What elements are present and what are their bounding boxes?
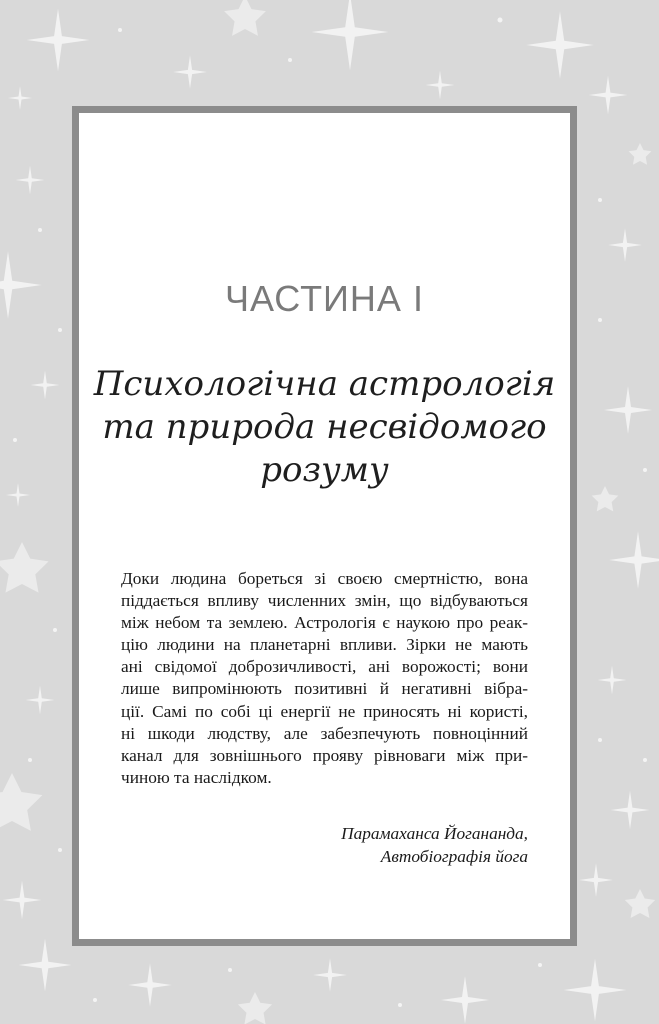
epigraph-quote [121, 568, 528, 789]
sparkle-icon [608, 228, 642, 262]
chapter-title [79, 363, 570, 492]
star-icon [0, 542, 49, 593]
epigraph-line: між небом та землею. Астрологія є наукою про реак- [121, 613, 528, 633]
sparkle-icon [441, 976, 489, 1024]
sparkle-icon [173, 55, 207, 89]
sparkle-icon [0, 251, 42, 318]
sparkle-icon [604, 386, 652, 434]
sparkle-icon [26, 686, 55, 715]
sparkle-icon [579, 863, 613, 897]
chapter-title-line: розуму [260, 450, 389, 490]
epigraph-line: ані свідомої доброзичливості, ані ворожості; вони [121, 657, 528, 677]
attribution-source: Автобіографія йога [380, 847, 528, 866]
sparkle-icon [312, 0, 389, 70]
sparkle-icon [589, 76, 627, 114]
star-icon [592, 486, 619, 511]
sparkle-icon [16, 166, 45, 195]
sparkle-icon [31, 371, 60, 400]
sparkle-icon [8, 86, 32, 110]
chapter-title-line: та природа несвідомого [102, 407, 547, 447]
sparkle-icon [598, 666, 627, 695]
sparkle-icon [611, 791, 649, 829]
sparkle-icon [564, 959, 626, 1021]
epigraph-line: лише випромінюють позитивні й негативні вібра- [121, 679, 528, 699]
epigraph-line: ні шкоди людству, але забезпечують повноцінний [121, 723, 528, 743]
star-icon [629, 143, 652, 165]
epigraph-line: цію людини на планетарні впливи. Зірки не мають [121, 635, 528, 655]
star-icon [238, 992, 272, 1024]
epigraph-line: чиною та наслідком. [121, 767, 272, 787]
epigraph-line: канал для зовнішнього прояву рівноваги між при- [121, 745, 528, 765]
page-frame [72, 106, 577, 946]
epigraph-attribution [341, 822, 528, 868]
attribution-author: Парамаханса Йогананда, [341, 824, 528, 843]
sparkle-icon [313, 958, 347, 992]
part-label: ЧАСТИНА І [225, 278, 424, 319]
star-icon [224, 0, 266, 36]
star-icon [0, 773, 42, 831]
sparkle-icon [526, 11, 593, 78]
sparkle-icon [3, 881, 41, 919]
sparkle-icon [426, 71, 455, 100]
epigraph-line: ції. Самі по собі ці енергії не приносять ні користі, [121, 701, 528, 721]
sparkle-icon [128, 963, 171, 1006]
chapter-title-line: Психологічна астрологія [93, 364, 556, 404]
epigraph-line: піддається впливу численних змін, що відбуваються [121, 591, 528, 611]
star-icon [625, 889, 655, 918]
sparkle-icon [19, 939, 72, 992]
sparkle-icon [609, 531, 659, 589]
epigraph-line: Доки людина бореться зі своєю смертністю, вона [121, 569, 528, 588]
sparkle-icon [27, 9, 89, 71]
sparkle-icon [6, 483, 30, 507]
